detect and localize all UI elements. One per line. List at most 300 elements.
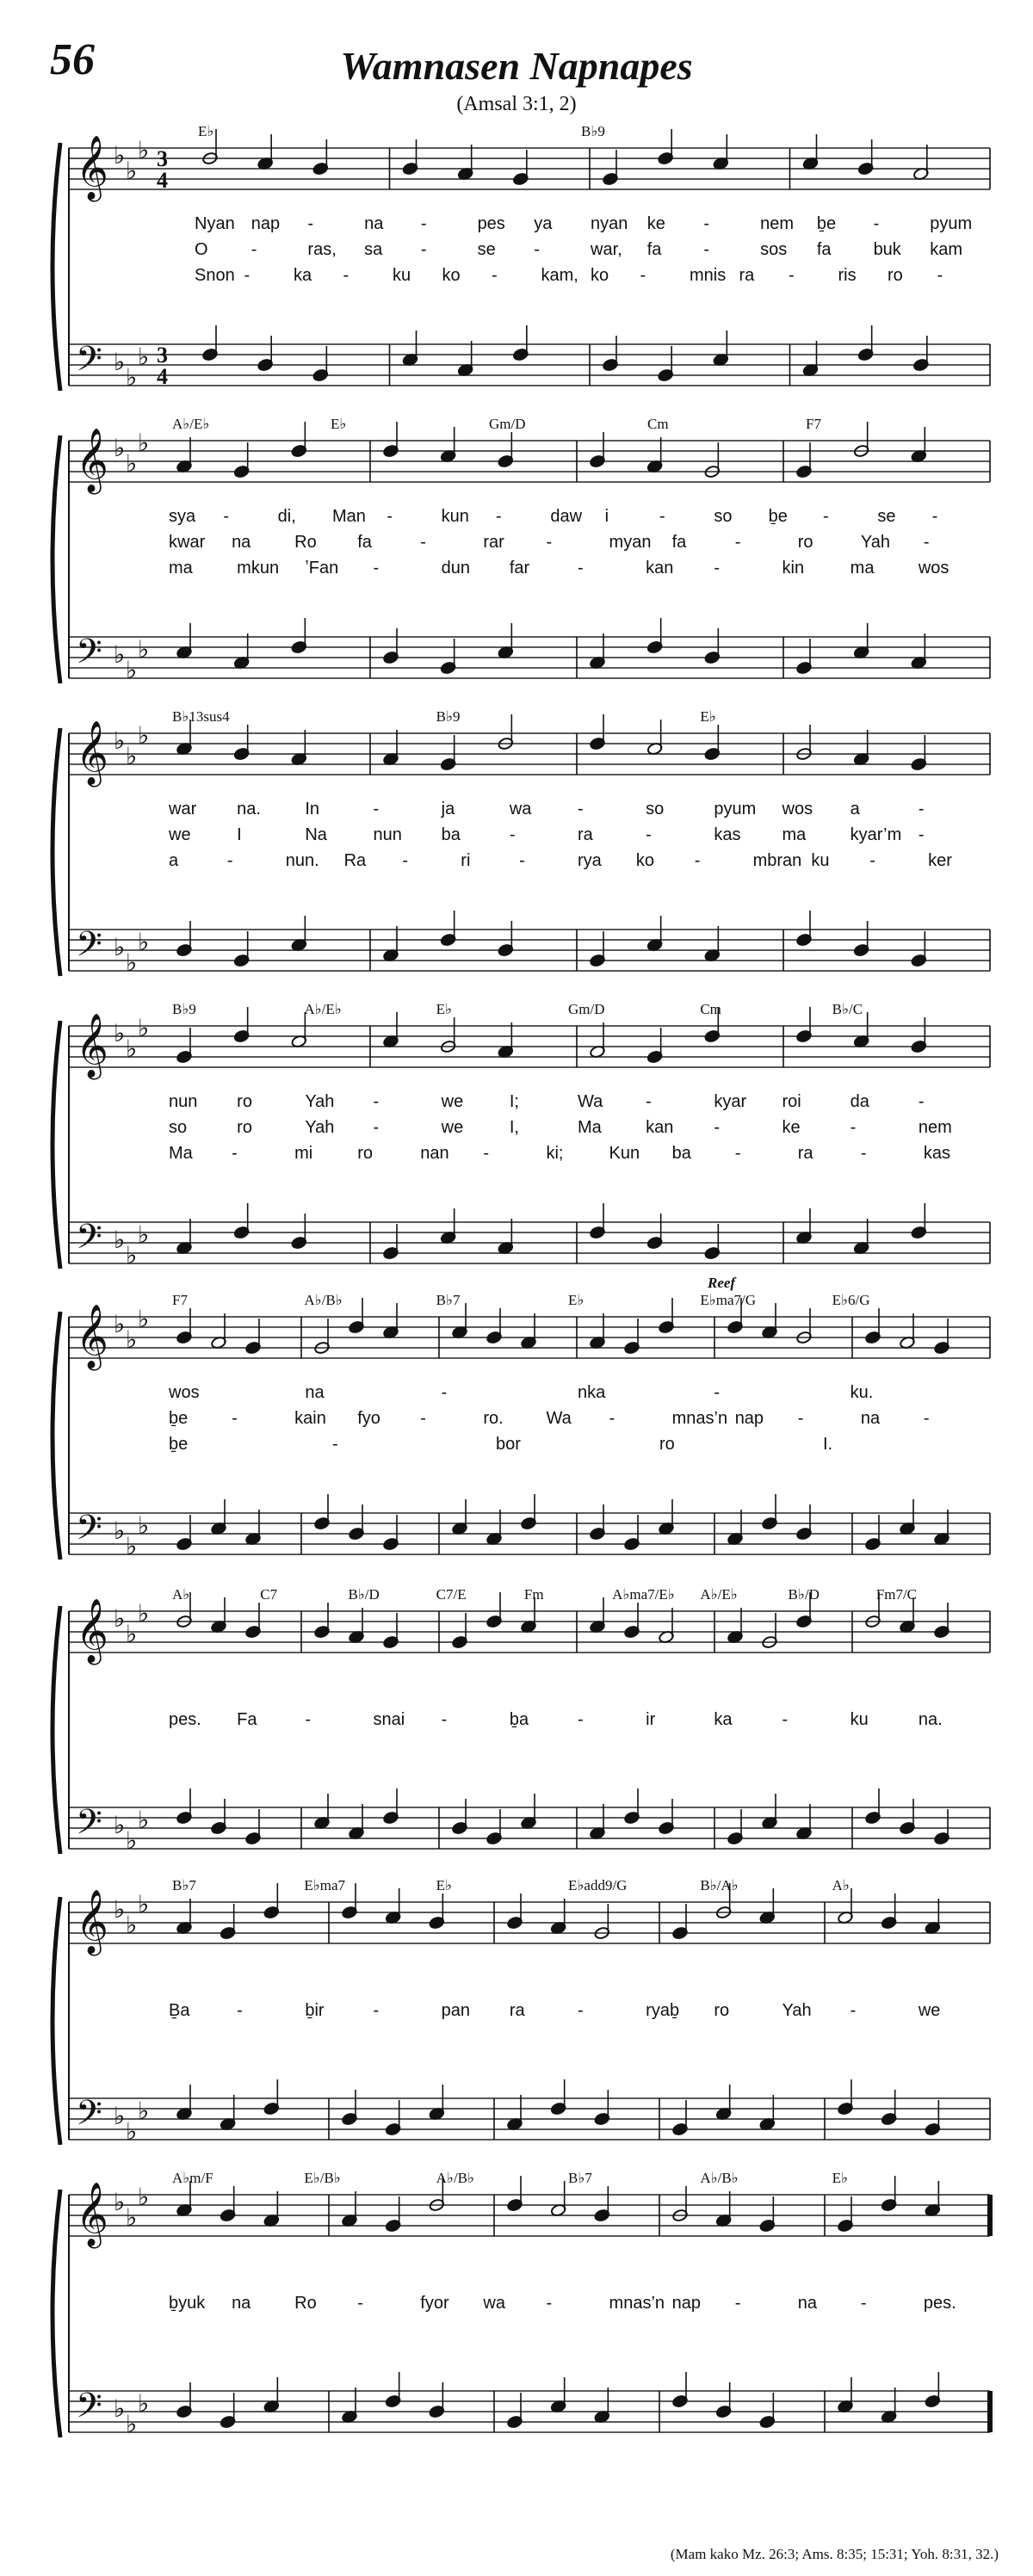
lyric-syllable: fa: [816, 240, 832, 259]
lyric-syllable: -: [873, 214, 880, 233]
lyric-syllable: ki;: [546, 1144, 564, 1163]
hymn-number: 56: [50, 35, 95, 84]
lyric-syllable: -: [373, 2001, 380, 2020]
lyric-syllable: fyo: [357, 1409, 380, 1428]
flat-sign: ♭: [126, 1620, 138, 1648]
flat-sign: ♭: [138, 2389, 150, 2418]
system-2: [53, 416, 990, 684]
flat-sign: ♭: [126, 1325, 138, 1354]
chord-symbol: B♭7: [436, 1292, 461, 1308]
chord-symbol: A♭/B♭: [436, 2170, 475, 2186]
chord-symbol: A♭ma7/E♭: [612, 1586, 675, 1603]
chord-symbol: A♭/E♭: [304, 1001, 342, 1017]
lyric-syllable: kain: [294, 1409, 326, 1428]
lyric-syllable: ḇe: [169, 1435, 189, 1454]
chord-symbol: B♭7: [568, 2170, 592, 2186]
chord-symbol: B♭9: [172, 1001, 196, 1017]
lyric-syllable: so: [646, 800, 665, 819]
lyric-syllable: Yah: [782, 2001, 812, 2020]
lyric-syllable: -: [343, 266, 349, 285]
chord-symbol: E♭: [198, 123, 214, 139]
lyric-syllable: -: [869, 851, 875, 870]
lyric-syllable: di,: [277, 507, 296, 526]
lyric-syllable: -: [546, 2294, 553, 2313]
lyric-syllable: we: [918, 2001, 941, 2020]
lyric-syllable: ko: [635, 851, 654, 870]
bass-clef: 𝄢: [76, 2093, 102, 2141]
lyric-syllable: nyan: [591, 214, 628, 233]
lyric-syllable: -: [823, 507, 829, 526]
lyric-syllable: myan: [609, 533, 652, 552]
lyric-syllable: ra: [797, 1144, 813, 1163]
lyric-syllable: ku.: [850, 1383, 874, 1402]
lyric-syllable: fa: [357, 533, 372, 552]
chord-symbol: A♭/E♭: [700, 1586, 738, 1603]
flat-sign: ♭: [138, 429, 150, 457]
system-brace: [53, 143, 60, 391]
lyric-syllable: ko: [442, 266, 461, 285]
bass-clef: 𝄢: [76, 1217, 102, 1265]
lyric-syllable: kyar’m: [850, 825, 902, 844]
flat-sign: ♭: [126, 2117, 138, 2146]
lyric-syllable: ma: [169, 559, 193, 578]
treble-clef: 𝄞: [76, 429, 108, 492]
lyric-syllable: ro: [659, 1435, 675, 1454]
time-signature-top: 3: [157, 146, 168, 171]
lyric-syllable: -: [578, 800, 584, 819]
flat-sign: ♭: [114, 1310, 126, 1338]
lyric-syllable: snai: [373, 1710, 405, 1729]
chord-symbol: B♭13sus4: [172, 708, 230, 725]
lyric-syllable: ka: [294, 266, 312, 285]
lyric-syllable: -: [734, 533, 741, 552]
chord-symbol: E♭6/G: [832, 1292, 870, 1308]
lyric-syllable: -: [640, 266, 646, 285]
lyric-syllable: daw: [550, 507, 583, 526]
lyric-syllable: ra: [739, 266, 755, 285]
flat-sign: ♭: [138, 1014, 150, 1042]
lyric-syllable: -: [441, 1383, 448, 1402]
lyric-syllable: se: [877, 507, 896, 526]
lyric-syllable: -: [441, 1710, 448, 1729]
system-brace: [53, 2190, 60, 2437]
lyric-syllable: ir: [646, 1710, 656, 1729]
lyric-syllable: -: [332, 1435, 338, 1454]
chord-symbol: B♭/C: [832, 1001, 863, 1017]
chord-symbol: B♭9: [581, 123, 605, 139]
flat-sign: ♭: [138, 1599, 150, 1628]
lyric-syllable: mkun: [237, 559, 280, 578]
lyric-syllable: I,: [509, 1118, 519, 1137]
lyric-syllable: mnas’n: [609, 2294, 665, 2313]
bass-clef: 𝄢: [76, 1802, 102, 1850]
chord-symbol: Gm/D: [568, 1001, 605, 1017]
lyric-syllable: wa: [509, 800, 532, 819]
lyric-syllable: -: [918, 800, 925, 819]
lyric-syllable: pyum: [930, 214, 973, 233]
lyric-syllable: pes.: [923, 2294, 956, 2313]
lyric-syllable: -: [373, 559, 380, 578]
lyric-syllable: Ro: [294, 533, 317, 552]
lyric-syllable: da: [850, 1092, 869, 1111]
lyric-syllable: Yah: [305, 1092, 335, 1111]
lyric-syllable: -: [714, 1383, 721, 1402]
lyric-syllable: rar: [483, 533, 504, 552]
chord-symbol: B♭/D: [788, 1586, 820, 1603]
lyric-syllable: nem: [918, 1118, 952, 1137]
treble-clef: 𝄞: [76, 2183, 108, 2246]
lyric-syllable: fa: [646, 240, 662, 259]
lyric-syllable: ja: [441, 800, 455, 819]
chord-symbol: E♭: [700, 708, 716, 725]
treble-clef: 𝄞: [76, 1599, 108, 1663]
lyric-syllable: rya: [578, 851, 602, 870]
chord-symbol: E♭ma7: [304, 1877, 346, 1893]
lyric-syllable: ris: [838, 266, 857, 285]
lyric-syllable: -: [703, 214, 710, 233]
lyric-syllable: ku: [393, 266, 411, 285]
lyric-syllable: ḇa: [509, 1710, 529, 1729]
lyric-syllable: ro: [237, 1118, 252, 1137]
lyric-syllable: kyar: [714, 1092, 747, 1111]
lyric-syllable: I.: [823, 1435, 833, 1454]
system-3: [53, 708, 990, 977]
flat-sign: ♭: [138, 1806, 150, 1834]
lyric-syllable: ko: [591, 266, 609, 285]
lyric-syllable: -: [492, 266, 498, 285]
flat-sign: ♭: [114, 1226, 126, 1254]
chord-symbol: E♭: [568, 1292, 585, 1308]
lyric-syllable: wos: [782, 800, 813, 819]
lyric-syllable: -: [373, 1092, 380, 1111]
system-brace: [53, 1897, 60, 2145]
lyric-syllable: kun: [441, 507, 469, 526]
lyric-syllable: -: [420, 533, 426, 552]
lyric-syllable: -: [734, 1144, 741, 1163]
lyric-syllable: ro: [797, 533, 813, 552]
lyric-syllable: fyor: [420, 2294, 449, 2313]
lyric-syllable: -: [659, 507, 665, 526]
lyric-syllable: nap: [251, 214, 281, 233]
treble-clef: 𝄞: [76, 1305, 108, 1368]
lyric-syllable: -: [420, 214, 427, 233]
flat-sign: ♭: [126, 363, 138, 392]
lyric-syllable: Kun: [609, 1144, 640, 1163]
lyric-syllable: so: [714, 507, 733, 526]
lyric-syllable: Wa: [546, 1409, 572, 1428]
lyric-syllable: dun: [441, 559, 471, 578]
lyric-syllable: wos: [918, 559, 949, 578]
flat-sign: ♭: [126, 1532, 138, 1560]
time-signature-top: 3: [157, 343, 168, 368]
lyric-syllable: -: [307, 214, 314, 233]
lyric-syllable: i: [604, 507, 609, 526]
flat-sign: ♭: [126, 742, 138, 770]
lyric-syllable: a: [169, 851, 179, 870]
bass-clef: 𝄢: [76, 2386, 102, 2434]
lyric-syllable: -: [534, 240, 540, 259]
treble-clef: 𝄞: [76, 136, 108, 200]
lyric-syllable: -: [797, 1409, 804, 1428]
lyric-syllable: Ro: [294, 2294, 317, 2313]
system-brace: [53, 728, 60, 976]
bass-clef: 𝄢: [76, 339, 102, 387]
lyric-syllable: nap: [671, 2294, 701, 2313]
lyric-syllable: -: [646, 1092, 652, 1111]
lyric-syllable: ro: [237, 1092, 252, 1111]
flat-sign: ♭: [126, 157, 138, 185]
lyric-syllable: pes.: [169, 1710, 201, 1729]
chord-symbol: A♭m/F: [172, 2170, 213, 2186]
lyric-syllable: -: [237, 2001, 243, 2020]
lyric-syllable: ḇe: [768, 507, 788, 526]
lyric-syllable: -: [509, 825, 516, 844]
flat-sign: ♭: [126, 449, 138, 478]
lyric-syllable: ku: [811, 851, 830, 870]
lyric-syllable: pan: [441, 2001, 471, 2020]
lyric-syllable: nun: [169, 1092, 198, 1111]
lyric-syllable: Ma: [169, 1144, 193, 1163]
system-6: [53, 1586, 990, 1855]
flat-sign: ♭: [138, 136, 150, 164]
flat-sign: ♭: [114, 1019, 126, 1047]
lyric-syllable: I;: [509, 1092, 519, 1111]
lyric-syllable: -: [714, 1118, 721, 1137]
lyric-syllable: ke: [782, 1118, 801, 1137]
lyric-syllable: mi: [294, 1144, 313, 1163]
lyric-syllable: sya: [169, 507, 196, 526]
lyric-syllable: -: [578, 1710, 584, 1729]
chord-symbol: Fm: [523, 1586, 544, 1603]
lyric-syllable: mnas’n: [671, 1409, 728, 1428]
lyric-syllable: ma: [850, 559, 875, 578]
flat-sign: ♭: [114, 1811, 126, 1839]
footnote: (Mam kako Mz. 26:3; Ams. 8:35; 15:31; Yoh. 8:31, 32.): [670, 2546, 999, 2562]
flat-sign: ♭: [114, 141, 126, 170]
lyric-syllable: ra: [509, 2001, 525, 2020]
lyric-syllable: wos: [169, 1383, 200, 1402]
lyric-syllable: -: [646, 825, 652, 844]
treble-clef: 𝄞: [76, 1890, 108, 1954]
chord-symbol: E♭/B♭: [304, 2170, 341, 2186]
lyric-syllable: -: [937, 266, 943, 285]
lyric-syllable: we: [169, 825, 191, 844]
lyric-syllable: ku: [850, 1710, 869, 1729]
chord-symbol: A♭/E♭: [172, 416, 210, 432]
lyric-syllable: O: [195, 240, 208, 259]
lyric-syllable: nun.: [285, 851, 319, 870]
lyric-syllable: na: [305, 1383, 325, 1402]
lyric-syllable: ro: [888, 266, 903, 285]
flat-sign: ♭: [138, 1511, 150, 1540]
flat-sign: ♭: [126, 2203, 138, 2232]
flat-sign: ♭: [114, 933, 126, 961]
flat-sign: ♭: [138, 635, 150, 664]
bass-clef: 𝄢: [76, 632, 102, 680]
lyric-syllable: -: [244, 266, 251, 285]
lyric-syllable: kan: [646, 1118, 674, 1137]
lyric-syllable: In: [305, 800, 320, 819]
system-brace: [53, 1021, 60, 1269]
system-1: [53, 123, 990, 392]
lyric-syllable: nun: [373, 825, 402, 844]
lyric-syllable: -: [931, 507, 938, 526]
chord-symbol: E♭: [331, 416, 347, 432]
lyric-syllable: -: [782, 1710, 789, 1729]
chord-symbol: B♭9: [436, 708, 461, 725]
lyric-syllable: war: [169, 800, 197, 819]
lyric-syllable: Ma: [578, 1118, 602, 1137]
lyric-syllable: ḇe: [169, 1409, 189, 1428]
lyric-syllable: ro: [357, 1144, 374, 1163]
system-5: [53, 1275, 990, 1560]
lyric-syllable: -: [251, 240, 257, 259]
flat-sign: ♭: [138, 343, 150, 371]
flat-sign: ♭: [114, 726, 126, 755]
lyric-syllable: -: [578, 559, 584, 578]
lyric-syllable: ba: [671, 1144, 691, 1163]
lyric-syllable: wa: [483, 2294, 505, 2313]
lyric-syllable: so: [169, 1118, 188, 1137]
bass-clef: 𝄢: [76, 1508, 102, 1556]
lyric-syllable: -: [357, 2294, 363, 2313]
chord-symbol: E♭ma7/G: [700, 1292, 757, 1308]
flat-sign: ♭: [114, 2102, 126, 2130]
flat-sign: ♭: [114, 1604, 126, 1633]
lyric-syllable: nan: [420, 1144, 449, 1163]
hymn-title: Wamnasen Napnapes: [340, 44, 693, 88]
lyric-syllable: I: [237, 825, 242, 844]
lyric-syllable: ba: [441, 825, 461, 844]
chord-symbol: A♭/B♭: [700, 2170, 739, 2186]
chord-symbol: A♭: [832, 1877, 850, 1893]
flat-sign: ♭: [138, 2183, 150, 2211]
chord-symbol: E♭: [436, 1877, 453, 1893]
lyric-syllable: kas: [923, 1144, 951, 1163]
flat-sign: ♭: [114, 434, 126, 462]
lyric-syllable: kin: [782, 559, 805, 578]
lyric-syllable: Ra: [343, 851, 367, 870]
treble-clef: 𝄞: [76, 1014, 108, 1078]
lyric-syllable: ḇyuk: [169, 2294, 206, 2313]
lyric-syllable: Man: [332, 507, 366, 526]
chord-symbol: Gm/D: [489, 416, 526, 432]
lyric-syllable: ker: [928, 851, 952, 870]
lyric-syllable: Ḇa: [169, 2001, 190, 2020]
lyric-syllable: -: [420, 1409, 426, 1428]
flat-sign: ♭: [138, 1890, 150, 1918]
lyric-syllable: ke: [646, 214, 665, 233]
lyric-syllable: -: [420, 240, 427, 259]
lyric-syllable: ra: [578, 825, 593, 844]
lyric-syllable: -: [226, 851, 233, 870]
lyric-syllable: Snon: [195, 266, 235, 285]
lyric-syllable: na: [232, 533, 251, 552]
lyric-syllable: -: [703, 240, 710, 259]
lyric-syllable: nap: [734, 1409, 764, 1428]
lyric-syllable: -: [860, 2294, 867, 2313]
chord-symbol: B♭/A♭: [700, 1877, 739, 1893]
chord-symbol: B♭7: [172, 1877, 196, 1893]
lyric-syllable: ras,: [307, 240, 337, 259]
lyric-syllable: Nyan: [195, 214, 235, 233]
lyric-syllable: ro.: [483, 1409, 504, 1428]
lyric-syllable: roi: [782, 1092, 801, 1111]
lyric-syllable: na: [232, 2294, 251, 2313]
lyric-syllable: -: [789, 266, 795, 285]
lyric-syllable: -: [232, 1144, 238, 1163]
chord-symbol: B♭/D: [348, 1586, 380, 1603]
flat-sign: ♭: [126, 1911, 138, 1939]
lyric-syllable: -: [402, 851, 409, 870]
lyric-syllable: -: [714, 559, 721, 578]
time-signature-bottom: 4: [157, 364, 168, 389]
lyric-syllable: -: [694, 851, 701, 870]
flat-sign: ♭: [138, 1220, 150, 1249]
flat-sign: ♭: [126, 948, 138, 977]
lyric-syllable: ḇir: [305, 2001, 325, 2020]
lyric-syllable: sa: [364, 240, 383, 259]
lyric-syllable: kas: [714, 825, 741, 844]
chord-symbol: E♭: [436, 1001, 453, 1017]
lyric-syllable: Fa: [237, 1710, 257, 1729]
chord-symbol: A♭/B♭: [304, 1292, 343, 1308]
lyric-syllable: ka: [714, 1710, 733, 1729]
chord-symbol: F7: [172, 1292, 188, 1308]
flat-sign: ♭: [114, 2394, 126, 2423]
lyric-syllable: na: [364, 214, 384, 233]
lyric-syllable: bor: [496, 1435, 521, 1454]
lyric-syllable: kam: [930, 240, 963, 259]
lyric-syllable: nem: [760, 214, 795, 233]
system-4: [53, 1001, 990, 1269]
flat-sign: ♭: [114, 348, 126, 376]
chord-symbol: C7: [260, 1586, 278, 1603]
lyric-syllable: -: [496, 507, 502, 526]
lyric-syllable: -: [519, 851, 525, 870]
lyric-syllable: Yah: [860, 533, 890, 552]
system-brace: [53, 1606, 60, 1854]
lyric-syllable: -: [923, 1409, 930, 1428]
chord-symbol: C7/E: [436, 1586, 467, 1603]
lyric-syllable: -: [546, 533, 553, 552]
chord-symbol: E♭add9/G: [568, 1877, 628, 1893]
refrain-label: Reef: [708, 1275, 736, 1291]
lyric-syllable: pes: [477, 214, 505, 233]
lyric-syllable: mnis: [690, 266, 727, 285]
lyric-syllable: ya: [534, 214, 553, 233]
flat-sign: ♭: [114, 2188, 126, 2216]
flat-sign: ♭: [126, 1241, 138, 1269]
flat-sign: ♭: [114, 640, 126, 669]
system-brace: [53, 1312, 60, 1560]
chord-symbol: Fm7/C: [875, 1586, 918, 1603]
lyric-syllable: -: [373, 800, 380, 819]
flat-sign: ♭: [138, 721, 150, 750]
lyric-syllable: -: [918, 1092, 925, 1111]
lyric-syllable: war,: [591, 240, 622, 259]
system-8: [53, 2170, 990, 2438]
lyric-syllable: ḇe: [816, 214, 837, 233]
lyric-syllable: -: [387, 507, 393, 526]
lyric-syllable: kan: [646, 559, 674, 578]
lyric-syllable: -: [734, 2294, 741, 2313]
lyric-syllable: -: [860, 1144, 867, 1163]
flat-sign: ♭: [138, 2097, 150, 2125]
lyric-syllable: -: [850, 1118, 857, 1137]
lyric-syllable: ryaḇ: [646, 2001, 680, 2020]
lyric-syllable: ri: [461, 851, 471, 870]
